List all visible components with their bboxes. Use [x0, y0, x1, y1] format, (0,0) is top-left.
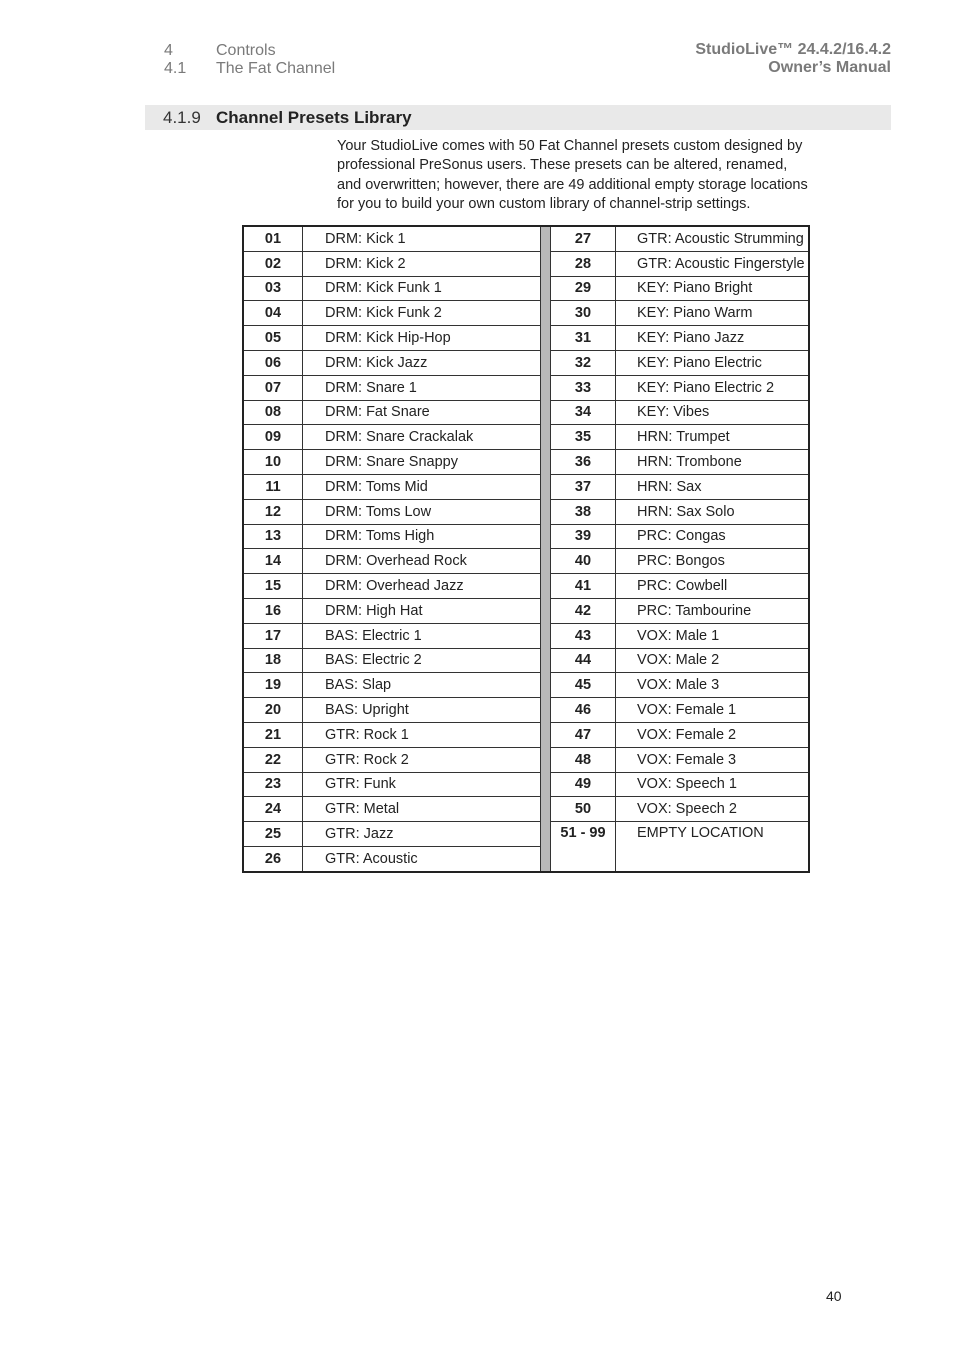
preset-number: 22: [243, 747, 303, 772]
presets-table: [242, 225, 810, 873]
table-row: [243, 673, 809, 698]
preset-name: GTR: Funk: [303, 772, 541, 797]
preset-number: 19: [243, 673, 303, 698]
preset-name: DRM: Toms Low: [303, 499, 541, 524]
preset-number: 25: [243, 822, 303, 847]
preset-number: 10: [243, 450, 303, 475]
intro-paragraph: Your StudioLive comes with 50 Fat Channel presets custom designed by professional PreSonus users. These presets can be altered, renamed, and overwritten; however, there are 49 additional empty storage locations for you to build your own custom library of channel-strip settings.: [337, 138, 808, 213]
preset-name: BAS: Electric 2: [303, 648, 541, 673]
section-title: The Fat Channel: [216, 60, 336, 77]
preset-number: 32: [551, 350, 616, 375]
preset-name: GTR: Jazz: [303, 822, 541, 847]
table-row: [243, 499, 809, 524]
chapter-number: 4: [164, 42, 173, 59]
table-row: [243, 549, 809, 574]
preset-name: VOX: Speech 1: [616, 772, 810, 797]
table-row: [243, 350, 809, 375]
preset-number: 31: [551, 326, 616, 351]
preset-number: 23: [243, 772, 303, 797]
preset-number: 35: [551, 425, 616, 450]
preset-name: DRM: High Hat: [303, 598, 541, 623]
preset-number: 28: [551, 251, 616, 276]
preset-name: HRN: Sax Solo: [616, 499, 810, 524]
column-divider: [541, 226, 551, 872]
table-row: [243, 772, 809, 797]
preset-name: VOX: Male 1: [616, 623, 810, 648]
preset-number: 30: [551, 301, 616, 326]
preset-number: 06: [243, 350, 303, 375]
preset-name: PRC: Bongos: [616, 549, 810, 574]
preset-number: 01: [243, 226, 303, 251]
preset-name: GTR: Rock 1: [303, 722, 541, 747]
section-number: 4.1: [164, 60, 187, 77]
table-row: [243, 400, 809, 425]
subsection-heading: [145, 105, 891, 130]
preset-number: 02: [243, 251, 303, 276]
preset-number: 26: [243, 846, 303, 871]
table-row: [243, 226, 809, 251]
preset-number: 07: [243, 375, 303, 400]
preset-number: 43: [551, 623, 616, 648]
preset-name: HRN: Trombone: [616, 450, 810, 475]
preset-number: 09: [243, 425, 303, 450]
page-number: 40: [826, 1288, 842, 1304]
preset-number: 42: [551, 598, 616, 623]
preset-number: 49: [551, 772, 616, 797]
preset-number: 05: [243, 326, 303, 351]
table-row: [243, 747, 809, 772]
preset-name: BAS: Slap: [303, 673, 541, 698]
manual-name: Owner’s Manual: [768, 59, 891, 76]
preset-name: DRM: Kick 2: [303, 251, 541, 276]
preset-number: 17: [243, 623, 303, 648]
table-row: [243, 375, 809, 400]
preset-number: 20: [243, 698, 303, 723]
preset-number: 21: [243, 722, 303, 747]
preset-number: 40: [551, 549, 616, 574]
preset-name: DRM: Kick 1: [303, 226, 541, 251]
running-header-right: [695, 41, 891, 77]
preset-name: PRC: Congas: [616, 524, 810, 549]
preset-number: 50: [551, 797, 616, 822]
preset-number: 15: [243, 574, 303, 599]
preset-name: EMPTY LOCATION: [616, 822, 810, 872]
preset-number: 08: [243, 400, 303, 425]
preset-number: 12: [243, 499, 303, 524]
table-row: [243, 524, 809, 549]
table-row: [243, 425, 809, 450]
subsection-number: 4.1.9: [163, 107, 201, 127]
preset-name: DRM: Kick Funk 1: [303, 276, 541, 301]
preset-name: PRC: Tambourine: [616, 598, 810, 623]
preset-number: 27: [551, 226, 616, 251]
table-row: [243, 648, 809, 673]
preset-number: 33: [551, 375, 616, 400]
preset-name: GTR: Acoustic Fingerstyle: [616, 251, 810, 276]
table-row: [243, 574, 809, 599]
preset-name: KEY: Vibes: [616, 400, 810, 425]
preset-name: DRM: Snare Crackalak: [303, 425, 541, 450]
preset-number: 46: [551, 698, 616, 723]
preset-name: DRM: Fat Snare: [303, 400, 541, 425]
table-row: [243, 722, 809, 747]
preset-name: GTR: Acoustic: [303, 846, 541, 871]
table-row: [243, 822, 809, 847]
preset-number: 38: [551, 499, 616, 524]
preset-name: KEY: Piano Warm: [616, 301, 810, 326]
chapter-title: Controls: [216, 42, 276, 59]
preset-number: 45: [551, 673, 616, 698]
preset-number: 03: [243, 276, 303, 301]
preset-name: GTR: Acoustic Strumming: [616, 226, 810, 251]
table-row: [243, 474, 809, 499]
preset-number: 34: [551, 400, 616, 425]
preset-name: DRM: Toms High: [303, 524, 541, 549]
preset-name: DRM: Snare Snappy: [303, 450, 541, 475]
preset-name: KEY: Piano Jazz: [616, 326, 810, 351]
preset-number: 04: [243, 301, 303, 326]
preset-name: VOX: Female 3: [616, 747, 810, 772]
table-row: [243, 698, 809, 723]
preset-name: DRM: Kick Hip-Hop: [303, 326, 541, 351]
preset-number: 13: [243, 524, 303, 549]
preset-number: 36: [551, 450, 616, 475]
preset-name: DRM: Overhead Rock: [303, 549, 541, 574]
preset-number: 24: [243, 797, 303, 822]
preset-name: KEY: Piano Bright: [616, 276, 810, 301]
preset-number: 47: [551, 722, 616, 747]
table-row: [243, 797, 809, 822]
preset-name: KEY: Piano Electric 2: [616, 375, 810, 400]
preset-name: DRM: Kick Funk 2: [303, 301, 541, 326]
preset-number: 39: [551, 524, 616, 549]
preset-number: 11: [243, 474, 303, 499]
running-header-left: [164, 42, 335, 78]
preset-number: 37: [551, 474, 616, 499]
preset-name: DRM: Kick Jazz: [303, 350, 541, 375]
preset-number: 48: [551, 747, 616, 772]
preset-name: VOX: Female 2: [616, 722, 810, 747]
table-row: [243, 450, 809, 475]
table-row: [243, 623, 809, 648]
preset-name: PRC: Cowbell: [616, 574, 810, 599]
preset-name: VOX: Male 3: [616, 673, 810, 698]
subsection-title: Channel Presets Library: [216, 107, 412, 127]
preset-number: 29: [551, 276, 616, 301]
table-row: [243, 598, 809, 623]
preset-number: 14: [243, 549, 303, 574]
preset-name: HRN: Sax: [616, 474, 810, 499]
table-row: [243, 301, 809, 326]
preset-number: 44: [551, 648, 616, 673]
preset-number: 51 - 99: [551, 822, 616, 872]
preset-name: VOX: Male 2: [616, 648, 810, 673]
preset-number: 18: [243, 648, 303, 673]
product-name: StudioLive™ 24.4.2/16.4.2: [695, 41, 891, 58]
table-row: [243, 251, 809, 276]
preset-name: VOX: Female 1: [616, 698, 810, 723]
preset-name: DRM: Toms Mid: [303, 474, 541, 499]
table-row: [243, 276, 809, 301]
preset-number: 16: [243, 598, 303, 623]
preset-name: BAS: Electric 1: [303, 623, 541, 648]
table-row: [243, 326, 809, 351]
preset-name: KEY: Piano Electric: [616, 350, 810, 375]
preset-name: DRM: Overhead Jazz: [303, 574, 541, 599]
preset-name: HRN: Trumpet: [616, 425, 810, 450]
preset-name: DRM: Snare 1: [303, 375, 541, 400]
preset-name: VOX: Speech 2: [616, 797, 810, 822]
preset-name: GTR: Rock 2: [303, 747, 541, 772]
preset-number: 41: [551, 574, 616, 599]
preset-name: BAS: Upright: [303, 698, 541, 723]
preset-name: GTR: Metal: [303, 797, 541, 822]
